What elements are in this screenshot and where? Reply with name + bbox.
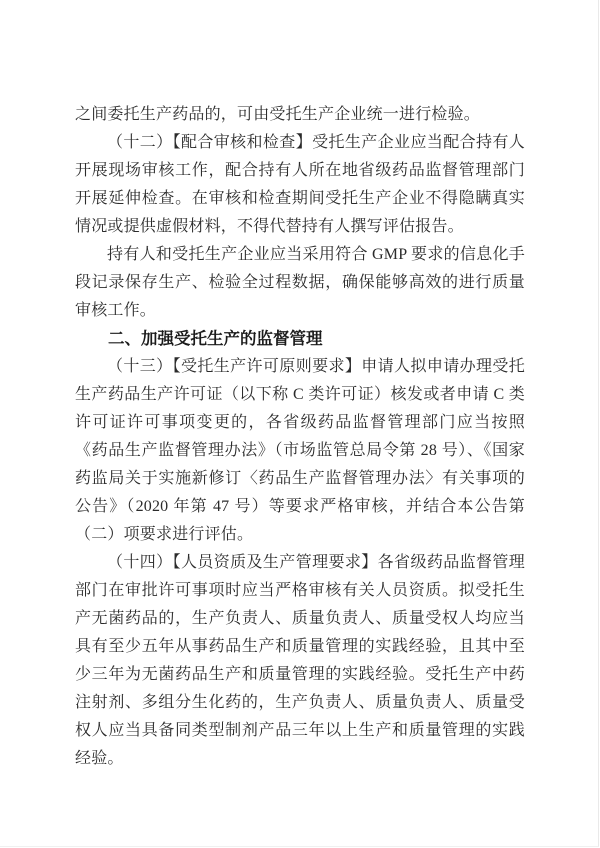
paragraph-item-13: （十三）【受托生产许可原则要求】申请人拟申请办理受托生产药品生产许可证（以下称 C 类许可证）核发或者申请 C 类许可证许可事项变更的，各省级药品监督管理部门应当按照《药品生产监督管理办法》（市场监管总局令第 28 号）、《国家药监局关于实施新修订〈药品生产监督管理办法〉有关事项的公告》（2020 年第 47 号）等要求严格审核，并结合本公告第（二）项要求进行评估。 — [75, 358, 525, 543]
paragraph-item-12: （十二）【配合审核和检查】受托生产企业应当配合持有人开展现场审核工作，配合持有人所在地省级药品监督管理部门开展延伸检查。在审核和检查期间受托生产企业不得隐瞒真实情况或提供虚假材料，不得代替持有人撰写评估报告。 — [75, 134, 525, 235]
document-body — [75, 101, 525, 773]
paragraph-gmp-requirement: 持有人和受托生产企业应当采用符合 GMP 要求的信息化手段记录保存生产、检验全过程数据，确保能够高效的进行质量审核工作。 — [75, 246, 525, 319]
section-heading: 二、加强受托生产的监督管理 — [108, 330, 323, 348]
paragraph-continuation: 之间委托生产药品的，可由受托生产企业统一进行检验。 — [75, 106, 481, 123]
paragraph-item-14: （十四）【人员资质及生产管理要求】各省级药品监督管理部门在审批许可事项时应当严格审核有关人员资质。拟受托生产无菌药品的，生产负责人、质量负责人、质量受权人均应当具有至少五年从事药品生产和质量管理的实践经验，且其中至少三年为无菌药品生产和质量管理的实践经验。受托生产中药注射剂、多组分生化药的，生产负责人、质量负责人、质量受权人应当具备同类型制剂产品三年以上生产和质量管理的实践经验。 — [75, 554, 525, 767]
